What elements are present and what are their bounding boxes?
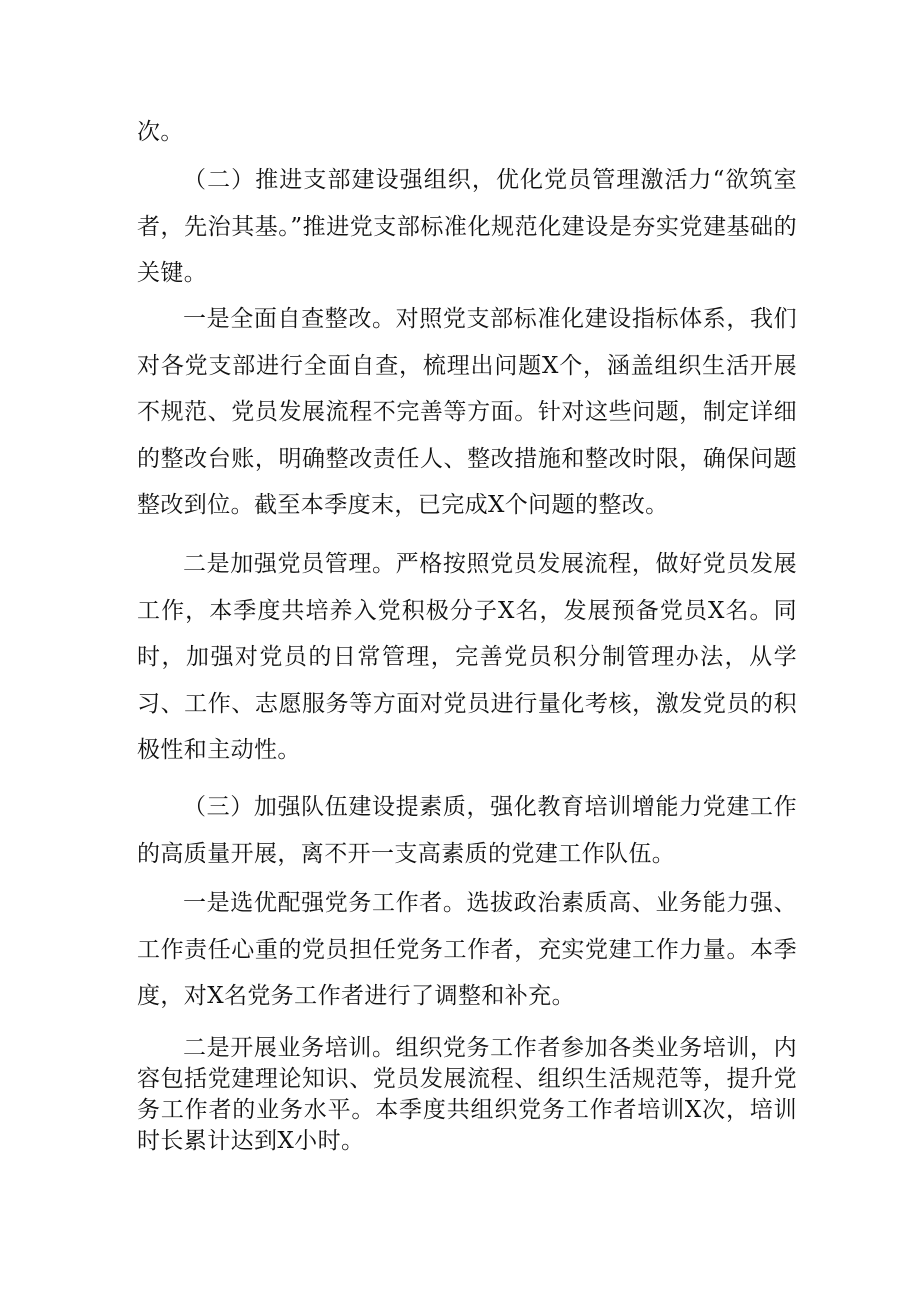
section-heading-3: （三）加强队伍建设提素质，强化教育培训增能力党建工作的高质量开展，离不开一支高素质的党建工作队伍。	[137, 794, 797, 867]
paragraph-select-workers: 一是选优配强党务工作者。选拔政治素质高、业务能力强、工作责任心重的党员担任党务工作者，充实党建工作力量。本季度，对X名党务工作者进行了调整和补充。	[137, 890, 797, 1009]
paragraph-continuation: 次。	[137, 119, 184, 145]
paragraph-self-inspection: 一是全面自查整改。对照党支部标准化建设指标体系，我们对各党支部进行全面自查，梳理出问题X个，涵盖组织生活开展不规范、党员发展流程不完善等方面。针对这些问题，制定详细的整改台账，明确整改责任人、整改措施和整改时限，确保问题整改到位。截至本季度末，已完成X个问题的整改。	[137, 306, 797, 518]
section-heading-2: （二）推进支部建设强组织，优化党员管理激活力“欲筑室者，先治其基。”推进党支部标准化规范化建设是夯实党建基础的关键。	[137, 167, 797, 286]
paragraph-member-management: 二是加强党员管理。严格按照党员发展流程，做好党员发展工作，本季度共培养入党积极分子X名，发展预备党员X名。同时，加强对党员的日常管理，完善党员积分制管理办法，从学习、工作、志愿服务等方面对党员进行量化考核，激发党员的积极性和主动性。	[137, 551, 797, 763]
paragraph-business-training: 二是开展业务培训。组织党务工作者参加各类业务培训，内容包括党建理论知识、党员发展流程、组织生活规范等，提升党务工作者的业务水平。本季度共组织党务工作者培训X次，培训时长累计达到X小时。	[137, 1035, 797, 1154]
